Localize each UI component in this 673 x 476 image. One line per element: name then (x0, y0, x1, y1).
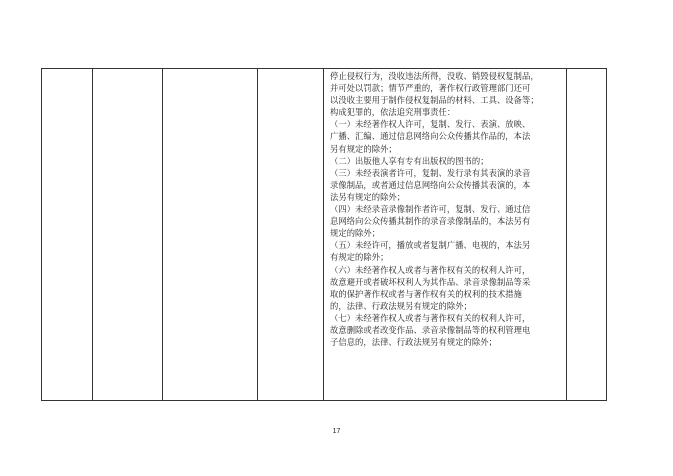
content-line: 广播、汇编、通过信息网络向公众传播其作品的，本法 (330, 131, 531, 142)
document-table (41, 68, 607, 401)
table-cell-col6 (567, 69, 607, 401)
content-line: （一）未经著作权人许可，复制、发行、表演、放映、 (330, 119, 531, 130)
content-line: （七）未经著作权人或者与著作权有关的权利人许可， (330, 312, 531, 323)
content-line: 息网络向公众传播其制作的录音录像制品的，本法另有 (330, 216, 531, 227)
table-cell-col2 (93, 69, 163, 401)
table-cell-col1 (42, 69, 93, 401)
content-line: （三）未经表演者许可，复制、发行录有其表演的录音 (330, 167, 531, 178)
content-line: 有规定的除外； (330, 252, 389, 263)
content-line: 构成犯罪的，依法追究刑事责任： (330, 107, 456, 118)
content-line: 的，法律、行政法规另有规定的除外； (330, 300, 472, 311)
content-line: 并可处以罚款；情节严重的，著作权行政管理部门还可 (330, 83, 531, 94)
page-number: 17 (332, 428, 341, 435)
content-line: 法另有规定的除外； (330, 191, 406, 202)
table-cell-content (324, 69, 567, 401)
table-cell-col4 (258, 69, 324, 401)
content-line: 故意避开或者破坏权利人为其作品、录音录像制品等采 (330, 276, 531, 287)
content-line: （六）未经著作权人或者与著作权有关的权利人许可， (330, 264, 531, 275)
content-line: 取的保护著作权或者与著作权有关的权利的技术措施 (330, 288, 522, 299)
content-line: 录像制品，或者通过信息网络向公众传播其表演的，本 (330, 179, 531, 190)
content-line: （二）出版他人享有专有出版权的图书的； (330, 155, 489, 166)
content-line: 子信息的，法律、行政法规另有规定的除外； (330, 337, 497, 348)
content-line: （五）未经许可，播放或者复制广播、电视的，本法另 (330, 240, 531, 251)
content-line: 故意删除或者改变作品、录音录像制品等的权利管理电 (330, 324, 531, 335)
content-line: 规定的除外； (330, 228, 381, 239)
content-line: 以没收主要用于制作侵权复制品的材料、工具、设备等； (330, 95, 539, 106)
content-line: （四）未经录音录像制作者许可，复制、发行、通过信 (330, 204, 531, 215)
content-line: 停止侵权行为，没收违法所得，没收、销毁侵权复制品， (330, 71, 539, 81)
content-line: 另有规定的除外； (330, 143, 397, 154)
table-cell-col3 (163, 69, 258, 401)
table-row (42, 69, 607, 401)
